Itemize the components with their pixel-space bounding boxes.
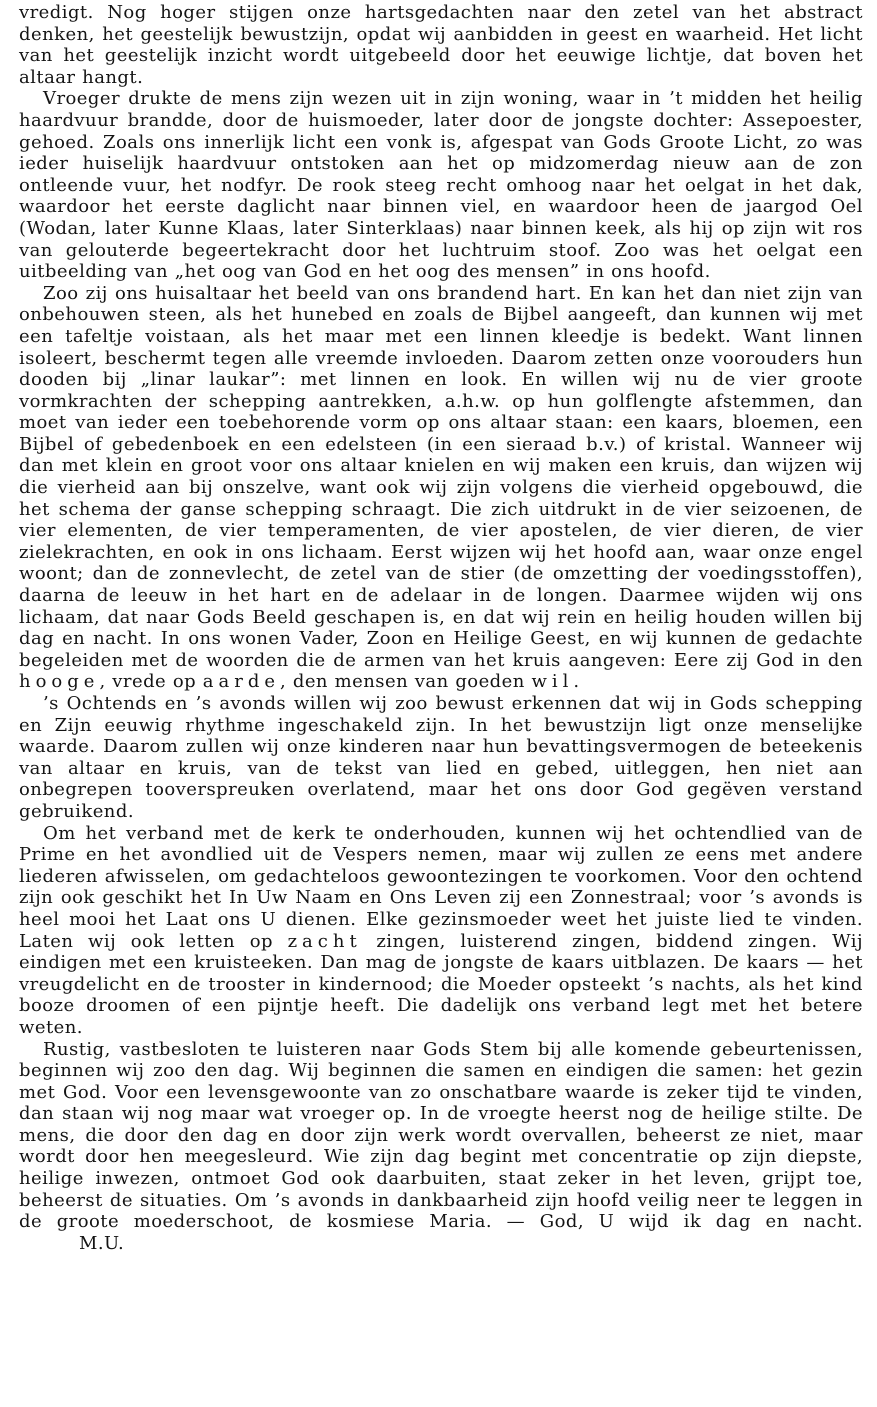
paragraph-3-text-d: .: [573, 671, 580, 693]
spaced-word-wil: wil: [531, 671, 574, 693]
paragraph-3-text-b: , vrede op: [99, 671, 197, 693]
paragraph-3-text-a: Zoo zij ons huisaltaar het beeld van ons brandend hart. En kan het dan niet zijn van onbehouwen steen, als het hunebed en zoals de Bijbel aangeeft, dan kunnen wij met een tafeltje voistaan, als het maar met een linnen kleedje is bedekt. Want linnen isoleert, beschermt tegen alle vreemde invloeden. Daarom zetten onze voorouders hun dooden bij „linar laukar”: met linnen en look. En willen wij nu de vier groote vormkrachten der schepping aantrekken, a.h.w. op hun golflengte afstemmen, dan moet van ieder een toebehorende vorm op ons altaar staan: een kaars, bloemen, een Bijbel of gebedenboek en een edelsteen (in een sieraad b.v.) of kristal. Wanneer wij dan met klein en groot voor ons altaar knielen en wij maken een kruis, dan wijzen wij die vierheid aan bij onszelve, want ook wij zijn volgens die vierheid opgebouwd, die het schema der ganse schepping schraagt. Die zich uitdrukt in de vier seizoenen, de vier elementen, de vier temperamenten, de vier apostelen, de vier dieren, de vier zielekrachten, en ook in ons lichaam. Eerst wijzen wij het hoofd aan, waar onze engel woont; dan de zonnevlecht, de zetel van de stier (de omzetting der voedingsstoffen), daarna de leeuw in het hart en de adelaar in de longen. Daarmee wijden wij ons lichaam, dat naar Gods Beeld geschapen is, en dat wij rein en heilig houden willen bij dag en nacht. In ons wonen Vader, Zoon en Heilige Geest, en wij kunnen de gedachte begeleiden met de woorden die de armen van het kruis aangeven: Eere zij God in den: [19, 282, 863, 671]
paragraph-1: vredigt. Nog hoger stijgen onze hartsgedachten naar den zetel van het abstract denken, het geestelijk bewustzijn, opdat wij aanbidden in geest en waarheid. Het licht van het geestelijk inzicht wordt uitgebeeld door het eeuwige lichtje, dat boven het altaar hangt.: [19, 2, 863, 88]
spaced-word-zacht: zacht: [287, 930, 362, 952]
paragraph-3-text-c: , den mensen van goeden: [280, 671, 525, 693]
paragraph-5-text-a: Om het verband met de kerk te onderhouden, kunnen wij het ochtendlied van de Prime en het avondlied uit de Vespers nemen, maar wij zullen ze eens met andere liederen afwisselen, om gedachteloos gewoontezingen te voorkomen. Voor den ochtend zijn ook geschikt het In Uw Naam en Ons Leven zij een Zonnestraal; voor ’s avonds is heel mooi het Laat ons U dienen. Elke gezinsmoeder weet het juiste lied te vinden. Laten wij ook letten op: [19, 822, 863, 952]
paragraph-3: [19, 283, 863, 693]
paragraph-6: [19, 1039, 863, 1255]
author-signature: M.U.: [79, 1232, 125, 1254]
paragraph-6-text: Rustig, vastbesloten te luisteren naar Gods Stem bij alle komende gebeurtenissen, beginnen wij zoo den dag. Wij beginnen die samen en eindigen die samen: het gezin met God. Voor een levensgewoonte van zo onschatbare waarde is zeker tijd te vinden, dan staan wij nog maar wat vroeger op. In de vroegte heerst nog de heilige stilte. De mens, die door den dag en door zijn werk wordt overvallen, beheerst ze niet, maar wordt door hen meegesleurd. Wie zijn dag begint met concentratie op zijn diepste, heilige inwezen, ontmoet God ook daarbuiten, staat zeker in het leven, grijpt toe, beheerst de situaties. Om ’s avonds in dankbaarheid zijn hoofd veilig neer te leggen in de groote moederschoot, de kosmiese Maria. — God, U wijd ik dag en nacht.: [19, 1038, 863, 1233]
paragraph-5-text-b: zingen, luisterend zingen, biddend zingen. Wij eindigen met een kruisteeken. Dan mag de jongste de kaars uitblazen. De kaars — het vreugdelicht en de trooster in kindernood; die Moeder opsteekt ’s nachts, als het kind booze droomen of een pijntje heeft. Die dadelijk ons verband legt met het betere weten.: [19, 930, 863, 1038]
spaced-word-hooge: hooge: [19, 671, 100, 693]
spaced-word-aarde: aarde: [202, 671, 280, 693]
paragraph-4: ’s Ochtends en ’s avonds willen wij zoo bewust erkennen dat wij in Gods schepping en Zijn eeuwig rhythme ingeschakeld zijn. In het bewustzijn ligt onze menselijke waarde. Daarom zullen wij onze kinderen naar hun bevattingsvermogen de beteekenis van altaar en kruis, van de tekst van lied en gebed, uitleggen, hen niet aan onbegrepen tooverspreuken overlatend, maar het ons door God gegëven verstand gebruikend.: [19, 693, 863, 822]
paragraph-2: Vroeger drukte de mens zijn wezen uit in zijn woning, waar in ’t midden het heilig haardvuur brandde, door de huismoeder, later door de jongste dochter: Assepoester, gehoed. Zoals ons innerlijk licht een vonk is, afgespat van Gods Groote Licht, zo was ieder huiselijk haardvuur ontstoken aan het op midzomerdag nieuw aan de zon ontleende vuur, het nodfyr. De rook steeg recht omhoog naar het oelgat in het dak, waardoor het eerste daglicht naar binnen viel, en waardoor heen de jaargod Oel (Wodan, later Kunne Klaas, later Sinterklaas) naar binnen keek, als hij op zijn wit ros van gelouterde begeertekracht door het luchtruim stoof. Zoo was het oelgat een uitbeelding van „het oog van God en het oog des mensen” in ons hoofd.: [19, 88, 863, 283]
paragraph-5: [19, 823, 863, 1039]
